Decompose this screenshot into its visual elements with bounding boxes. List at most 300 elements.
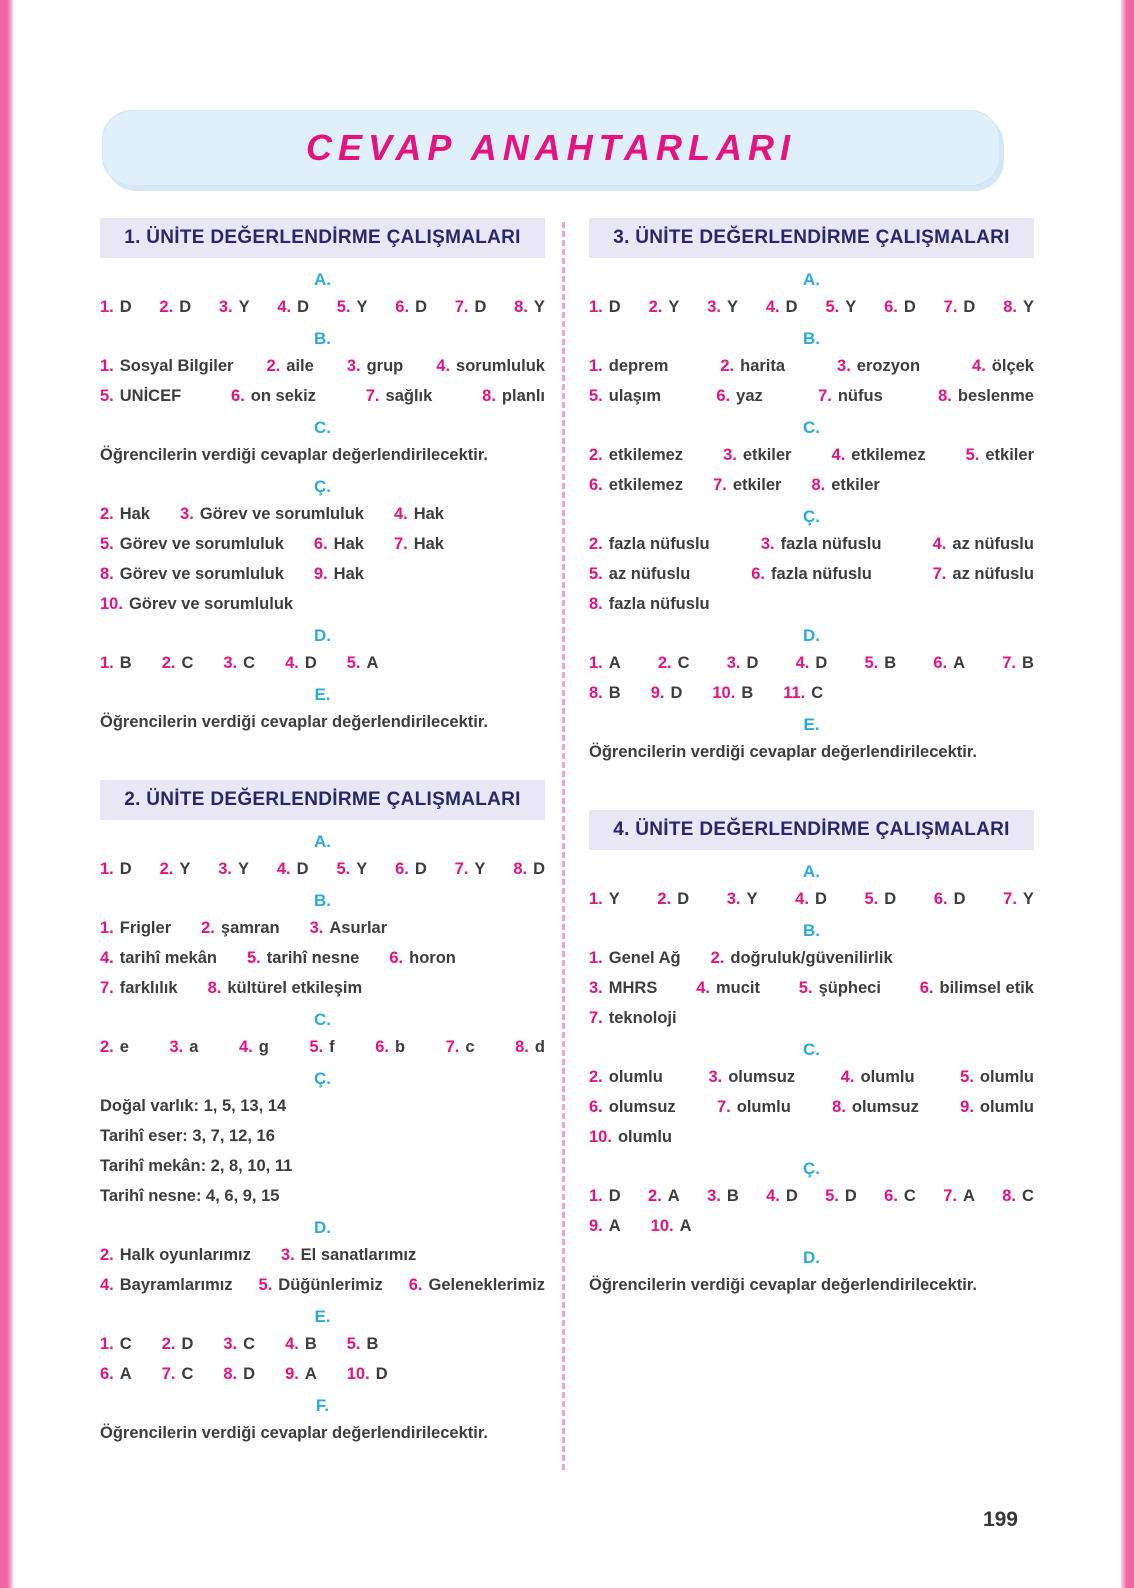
answer-text: şüpheci bbox=[818, 979, 881, 997]
answer-number: 11. bbox=[783, 684, 806, 702]
answer-text: grup bbox=[366, 357, 404, 375]
answer-text: mucit bbox=[715, 979, 760, 997]
answer-number: 4. bbox=[795, 654, 810, 672]
answer-item bbox=[589, 653, 621, 673]
answer-number: 2. bbox=[201, 919, 215, 937]
answer-row bbox=[100, 534, 545, 554]
note-line: Öğrencilerin verdiği cevaplar değerlendirilecektir. bbox=[100, 1424, 488, 1442]
answer-row bbox=[100, 1275, 545, 1295]
answer-item bbox=[717, 1097, 791, 1117]
answer-item bbox=[1002, 1186, 1034, 1206]
answer-number: 4. bbox=[285, 1335, 299, 1353]
unit-block bbox=[100, 218, 545, 732]
answer-number: 4. bbox=[696, 979, 710, 997]
answer-number: 9. bbox=[589, 1217, 603, 1235]
answer-number: 3. bbox=[707, 1187, 721, 1205]
answer-number: 1. bbox=[100, 357, 114, 375]
answer-item bbox=[239, 1037, 269, 1057]
answer-number: 6. bbox=[884, 1187, 898, 1205]
answer-text: farklılık bbox=[119, 979, 178, 997]
answer-item bbox=[657, 889, 689, 909]
answer-item bbox=[259, 1275, 383, 1295]
answer-item bbox=[811, 475, 879, 495]
note-line: Tarihî mekân: 2, 8, 10, 11 bbox=[100, 1157, 293, 1175]
answer-number: 7. bbox=[454, 860, 469, 878]
answer-text: A bbox=[119, 1365, 132, 1383]
answer-text: b bbox=[394, 1038, 406, 1056]
answer-text: B bbox=[119, 654, 132, 672]
answer-item bbox=[336, 859, 367, 879]
section-label: B. bbox=[803, 921, 820, 940]
answer-text: olumsuz bbox=[608, 1098, 676, 1116]
answer-text: B bbox=[884, 654, 897, 672]
answer-number: 2. bbox=[589, 1068, 603, 1086]
answer-text: C bbox=[811, 684, 824, 702]
unit-block bbox=[589, 810, 1034, 1295]
answer-text: c bbox=[465, 1038, 475, 1056]
answer-text: C bbox=[243, 1335, 256, 1353]
answer-item bbox=[712, 683, 753, 703]
answer-number: 5. bbox=[825, 298, 840, 316]
answer-text: C bbox=[243, 654, 256, 672]
answer-row bbox=[589, 356, 1034, 376]
answer-row bbox=[589, 1127, 1034, 1147]
answer-number: 6. bbox=[100, 1365, 114, 1383]
answer-text: deprem bbox=[608, 357, 669, 375]
answer-number: 8. bbox=[1002, 1187, 1016, 1205]
answer-item bbox=[658, 653, 690, 673]
answer-text: B bbox=[726, 1187, 739, 1205]
answer-item bbox=[394, 534, 444, 554]
answer-row bbox=[100, 918, 545, 938]
answer-number: 6. bbox=[375, 1038, 389, 1056]
left-page-edge bbox=[0, 0, 13, 1588]
answer-text: C bbox=[181, 654, 194, 672]
answer-item bbox=[285, 1334, 317, 1354]
answer-item bbox=[920, 978, 1034, 998]
page-title: CEVAP ANAHTARLARI bbox=[306, 127, 796, 168]
section-label: Ç. bbox=[314, 1069, 331, 1088]
answer-item bbox=[707, 297, 738, 317]
answer-number: 1. bbox=[100, 919, 114, 937]
answer-row bbox=[589, 683, 1034, 703]
answer-number: 2. bbox=[266, 357, 281, 375]
answer-number: 3. bbox=[218, 298, 233, 316]
answer-row bbox=[589, 889, 1034, 909]
answer-number: 7. bbox=[1002, 654, 1017, 672]
answer-text: az nüfuslu bbox=[952, 565, 1034, 583]
answer-text: D bbox=[181, 1335, 194, 1353]
answer-text: aile bbox=[286, 357, 314, 375]
page-number: 199 bbox=[982, 1508, 1018, 1531]
section-label: A. bbox=[314, 832, 331, 851]
answer-item bbox=[589, 594, 710, 614]
answer-number: 7. bbox=[161, 1365, 176, 1383]
answer-number: 7. bbox=[1003, 890, 1017, 908]
answer-row bbox=[100, 978, 545, 998]
answer-row bbox=[589, 445, 1034, 465]
note-line: Tarihî eser: 3, 7, 12, 16 bbox=[100, 1127, 275, 1145]
answer-number: 3. bbox=[280, 1246, 295, 1264]
answer-text: A bbox=[608, 654, 621, 672]
answer-number: 5. bbox=[864, 654, 879, 672]
answer-number: 1. bbox=[100, 298, 114, 316]
answer-number: 3. bbox=[837, 357, 851, 375]
answer-item bbox=[347, 1334, 379, 1354]
answer-number: 6. bbox=[919, 979, 934, 997]
answer-text: etkilemez bbox=[608, 476, 684, 494]
answer-number: 4. bbox=[239, 1038, 253, 1056]
answer-item bbox=[865, 889, 897, 909]
answer-row bbox=[589, 1067, 1034, 1087]
answer-item bbox=[513, 859, 545, 879]
answer-row bbox=[100, 594, 545, 614]
answer-item bbox=[100, 1334, 132, 1354]
answer-item bbox=[159, 297, 191, 317]
answer-item bbox=[933, 653, 965, 673]
answer-number: 5. bbox=[336, 860, 351, 878]
answer-row bbox=[589, 653, 1034, 673]
answer-text: az nüfuslu bbox=[608, 565, 691, 583]
answer-text: sorumluluk bbox=[456, 357, 545, 375]
answer-text: olumlu bbox=[617, 1128, 673, 1146]
answer-text: D bbox=[474, 298, 487, 316]
answer-number: 2. bbox=[161, 1335, 176, 1353]
note-line: Öğrencilerin verdiği cevaplar değerlendirilecektir. bbox=[100, 446, 488, 464]
answer-item bbox=[1003, 889, 1034, 909]
answer-text: Y bbox=[1022, 298, 1034, 316]
answer-number: 8. bbox=[100, 565, 114, 583]
answer-item bbox=[589, 564, 690, 584]
answer-number: 2. bbox=[100, 1038, 114, 1056]
answer-number: 4. bbox=[277, 298, 292, 316]
answer-number: 10. bbox=[100, 595, 123, 613]
answer-item bbox=[648, 1186, 680, 1206]
answer-text: Hak bbox=[413, 535, 444, 553]
answer-text: etkiler bbox=[732, 476, 782, 494]
answer-text: D bbox=[414, 860, 427, 878]
answer-text: D bbox=[953, 890, 966, 908]
note-line: Öğrencilerin verdiği cevaplar değerlendirilecektir. bbox=[589, 743, 977, 761]
answer-text: olumlu bbox=[979, 1098, 1034, 1116]
answer-text: doğruluk/güvenilirlik bbox=[730, 949, 893, 967]
answer-text: Y bbox=[179, 860, 191, 878]
answer-row bbox=[100, 1037, 545, 1057]
answer-text: etkilemez bbox=[608, 446, 684, 464]
answer-text: D bbox=[844, 1187, 857, 1205]
answer-item bbox=[589, 683, 621, 703]
answer-text: sağlık bbox=[385, 387, 433, 405]
answer-number: 2. bbox=[589, 535, 603, 553]
answer-text: El sanatlarımız bbox=[300, 1246, 417, 1264]
answer-number: 10. bbox=[346, 1365, 370, 1383]
answer-text: Frigler bbox=[119, 919, 172, 937]
section-label: B. bbox=[314, 891, 331, 910]
answer-number: 1. bbox=[100, 1335, 114, 1353]
answer-item bbox=[796, 653, 828, 673]
answer-row bbox=[100, 564, 545, 584]
answer-item bbox=[799, 978, 881, 998]
answer-text: D bbox=[814, 890, 827, 908]
answer-text: olumlu bbox=[736, 1098, 791, 1116]
answer-text: D bbox=[670, 684, 683, 702]
answer-row bbox=[100, 504, 545, 524]
note-line: Tarihî nesne: 4, 6, 9, 15 bbox=[100, 1187, 280, 1205]
answer-number: 2. bbox=[648, 1187, 662, 1205]
answer-number: 2. bbox=[161, 654, 176, 672]
answer-number: 7. bbox=[713, 476, 727, 494]
answer-text: D bbox=[304, 654, 317, 672]
note-line: Öğrencilerin verdiği cevaplar değerlendirilecektir. bbox=[589, 1276, 977, 1294]
answer-item bbox=[933, 534, 1034, 554]
answer-text: olumlu bbox=[979, 1068, 1034, 1086]
answer-text: Bayramlarımız bbox=[119, 1276, 233, 1294]
section-label: A. bbox=[803, 862, 820, 881]
answer-text: D bbox=[884, 890, 897, 908]
section-label: B. bbox=[314, 329, 331, 348]
answer-text: harita bbox=[740, 357, 786, 375]
answer-text: D bbox=[608, 1187, 621, 1205]
answer-number: 4. bbox=[436, 357, 451, 375]
answer-row bbox=[589, 594, 1034, 614]
answer-number: 3. bbox=[218, 860, 232, 878]
answer-number: 3. bbox=[223, 654, 238, 672]
answer-number: 5. bbox=[309, 1038, 324, 1056]
answer-number: 7. bbox=[943, 1187, 957, 1205]
answer-number: 5. bbox=[100, 535, 114, 553]
answer-item bbox=[285, 1364, 317, 1384]
answer-text: D bbox=[903, 298, 916, 316]
answer-text: Y bbox=[668, 298, 680, 316]
answer-text: Y bbox=[238, 298, 250, 316]
answer-number: 2. bbox=[159, 860, 174, 878]
answer-item bbox=[100, 386, 181, 406]
answer-text: A bbox=[667, 1187, 680, 1205]
answer-text: D bbox=[963, 298, 976, 316]
answer-text: D bbox=[415, 298, 427, 316]
answer-text: nüfus bbox=[837, 387, 883, 405]
answer-number: 8. bbox=[223, 1365, 238, 1383]
unit-title: 2. ÜNİTE DEĞERLENDİRME ÇALIŞMALARI bbox=[100, 780, 545, 820]
answer-item bbox=[277, 297, 309, 317]
answer-number: 6. bbox=[589, 476, 603, 494]
answer-item bbox=[389, 948, 456, 968]
answer-row bbox=[589, 475, 1034, 495]
answer-text: fazla nüfuslu bbox=[770, 565, 872, 583]
answer-number: 3. bbox=[708, 1068, 723, 1086]
answer-number: 9. bbox=[313, 565, 328, 583]
answer-item bbox=[100, 534, 284, 554]
answer-text: A bbox=[304, 1365, 317, 1383]
answer-number: 4. bbox=[972, 357, 986, 375]
answer-number: 1. bbox=[589, 654, 603, 672]
answer-number: 5. bbox=[589, 565, 603, 583]
answer-item bbox=[960, 1097, 1034, 1117]
answer-item bbox=[825, 1186, 857, 1206]
answer-item bbox=[825, 297, 856, 317]
answer-item bbox=[100, 653, 132, 673]
answer-item bbox=[223, 1334, 255, 1354]
answer-item bbox=[219, 297, 250, 317]
answer-number: 9. bbox=[960, 1098, 974, 1116]
answer-number: 8. bbox=[1003, 298, 1017, 316]
answer-text: MHRS bbox=[608, 979, 658, 997]
answer-text: Hak bbox=[413, 505, 444, 523]
answer-number: 3. bbox=[723, 446, 737, 464]
answer-text: B bbox=[608, 684, 621, 702]
answer-number: 4. bbox=[831, 446, 846, 464]
answer-text: Y bbox=[474, 860, 486, 878]
answer-number: 3. bbox=[346, 357, 361, 375]
answer-row bbox=[589, 534, 1034, 554]
answer-text: B bbox=[304, 1335, 317, 1353]
answer-number: 7. bbox=[365, 387, 380, 405]
answer-number: 4. bbox=[393, 505, 408, 523]
answer-number: 8. bbox=[514, 298, 528, 316]
answer-item bbox=[589, 1067, 663, 1087]
answer-item bbox=[162, 1334, 194, 1354]
answer-item bbox=[314, 564, 364, 584]
answer-row bbox=[100, 1364, 545, 1384]
answer-number: 3. bbox=[726, 890, 741, 908]
answer-text: Y bbox=[726, 298, 738, 316]
answer-number: 4. bbox=[932, 535, 947, 553]
answer-row bbox=[100, 386, 545, 406]
answer-number: 4. bbox=[100, 949, 114, 967]
answer-item bbox=[761, 534, 882, 554]
note-line: Öğrencilerin verdiği cevaplar değerlendirilecektir. bbox=[100, 713, 488, 731]
answer-text: ulaşım bbox=[608, 387, 662, 405]
answer-number: 2. bbox=[648, 298, 663, 316]
answer-number: 3. bbox=[223, 1335, 238, 1353]
answer-item bbox=[277, 859, 309, 879]
section-label: E. bbox=[314, 685, 331, 704]
section-label: Ç. bbox=[803, 1159, 820, 1178]
answer-text: fazla nüfuslu bbox=[608, 595, 710, 613]
answer-number: 8. bbox=[938, 387, 952, 405]
answer-item bbox=[337, 297, 368, 317]
answer-text: C bbox=[1021, 1187, 1034, 1205]
answer-text: B bbox=[1022, 654, 1034, 672]
answer-item bbox=[589, 948, 681, 968]
answer-text: etkiler bbox=[831, 476, 880, 494]
answer-number: 5. bbox=[346, 654, 361, 672]
answer-item bbox=[589, 297, 621, 317]
answer-item bbox=[100, 978, 178, 998]
answer-text: D bbox=[179, 298, 192, 316]
answer-text: D bbox=[297, 298, 310, 316]
answer-item bbox=[884, 297, 916, 317]
answer-number: 3. bbox=[707, 298, 721, 316]
answer-number: 6. bbox=[884, 298, 898, 316]
right-page-edge bbox=[1121, 0, 1134, 1588]
answer-text: A bbox=[962, 1187, 975, 1205]
answer-row bbox=[100, 356, 545, 376]
answer-number: 1. bbox=[589, 949, 603, 967]
answer-item bbox=[366, 386, 433, 406]
answer-text: az nüfuslu bbox=[952, 535, 1034, 553]
answer-item bbox=[314, 534, 364, 554]
answer-item bbox=[966, 445, 1034, 465]
unit-title: 3. ÜNİTE DEĞERLENDİRME ÇALIŞMALARI bbox=[589, 218, 1034, 258]
unit-title: 1. ÜNİTE DEĞERLENDİRME ÇALIŞMALARI bbox=[100, 218, 545, 258]
answer-item bbox=[100, 594, 293, 614]
answer-item bbox=[100, 1275, 233, 1295]
answer-text: Görev ve sorumluluk bbox=[119, 565, 284, 583]
answer-item bbox=[1002, 653, 1034, 673]
answer-number: 6. bbox=[395, 860, 409, 878]
answer-item bbox=[589, 386, 661, 406]
answer-item bbox=[589, 356, 668, 376]
answer-text: Görev ve sorumluluk bbox=[128, 595, 294, 613]
answer-item bbox=[832, 1097, 919, 1117]
answer-item bbox=[933, 564, 1034, 584]
answer-item bbox=[162, 653, 194, 673]
title-banner bbox=[102, 110, 1000, 186]
answer-number: 6. bbox=[751, 565, 765, 583]
answer-item bbox=[944, 297, 976, 317]
section-label: D. bbox=[314, 626, 331, 645]
answer-item bbox=[100, 948, 217, 968]
answer-text: Y bbox=[845, 298, 857, 316]
answer-number: 3. bbox=[309, 919, 324, 937]
answer-text: D bbox=[677, 890, 690, 908]
answer-text: Geleneklerimiz bbox=[428, 1276, 545, 1294]
answer-number: 4. bbox=[276, 860, 291, 878]
answer-number: 6. bbox=[313, 535, 328, 553]
answer-item bbox=[208, 978, 363, 998]
answer-item bbox=[347, 1364, 388, 1384]
answer-item bbox=[589, 475, 683, 495]
answer-item bbox=[455, 859, 486, 879]
answer-item bbox=[514, 297, 545, 317]
answer-item bbox=[160, 859, 191, 879]
answer-text: Asurlar bbox=[329, 919, 388, 937]
answer-item bbox=[100, 918, 171, 938]
answer-item bbox=[223, 653, 255, 673]
answer-item bbox=[832, 445, 926, 465]
section-label: C. bbox=[314, 418, 331, 437]
answer-text: UNİCEF bbox=[119, 387, 182, 405]
answer-item bbox=[347, 356, 403, 376]
answer-row bbox=[100, 1245, 545, 1265]
answer-item bbox=[100, 859, 132, 879]
answer-number: 4. bbox=[100, 1276, 114, 1294]
answer-text: etkiler bbox=[985, 446, 1034, 464]
answer-row bbox=[589, 564, 1034, 584]
answer-item bbox=[589, 445, 683, 465]
answer-number: 6. bbox=[589, 1098, 603, 1116]
answer-item bbox=[1003, 297, 1034, 317]
answer-item bbox=[751, 564, 872, 584]
answer-item bbox=[766, 1186, 798, 1206]
answer-number: 1. bbox=[589, 890, 603, 908]
answer-item bbox=[218, 859, 249, 879]
answer-number: 7. bbox=[445, 1038, 460, 1056]
answer-text: Hak bbox=[333, 535, 364, 553]
answer-text: Y bbox=[746, 890, 758, 908]
answer-number: 7. bbox=[100, 979, 114, 997]
answer-number: 8. bbox=[832, 1098, 846, 1116]
answer-number: 5. bbox=[798, 979, 813, 997]
answer-text: B bbox=[741, 684, 754, 702]
section-label: D. bbox=[314, 1218, 331, 1237]
answer-row bbox=[589, 1097, 1034, 1117]
answer-number: 3. bbox=[760, 535, 775, 553]
answer-text: beslenme bbox=[957, 387, 1034, 405]
answer-item bbox=[100, 1364, 132, 1384]
answer-item bbox=[972, 356, 1034, 376]
